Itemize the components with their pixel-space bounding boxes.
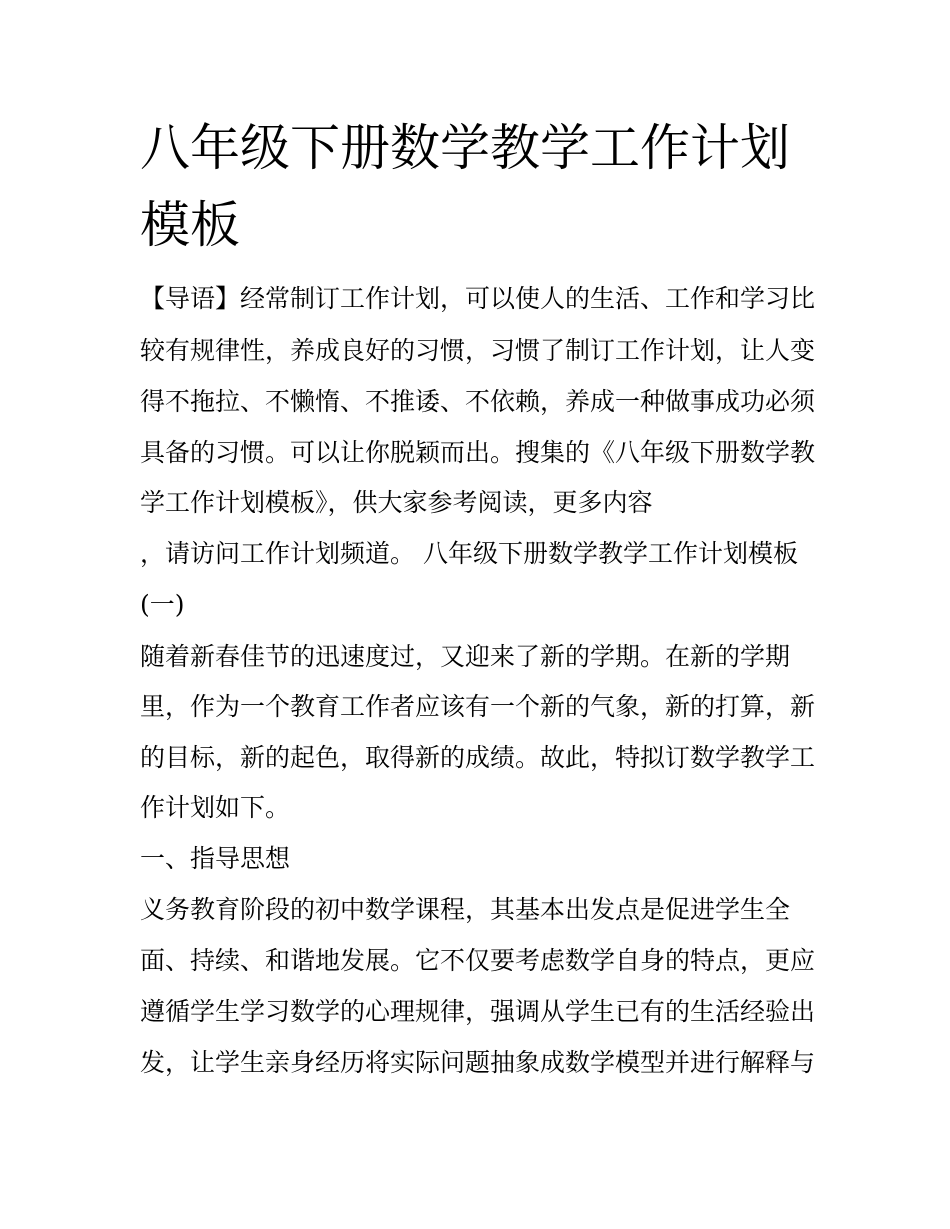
intro-line-5: 学工作计划模板》，供大家参考阅读，更多内容 — [140, 488, 653, 517]
paragraph-line-3: 的目标，新的起色，取得新的成绩。故此，特拟订数学教学工 — [140, 743, 816, 772]
paragraph-line-1: 随着新春佳节的迅速度过，又迎来了新的学期。在新的学期 — [140, 642, 791, 671]
section-paragraph-line-4: 发，让学生亲身经历将实际问题抽象成数学模型并进行解释与 — [140, 1048, 816, 1077]
intro-line-1: 【导语】经常制订工作计划，可以使人的生活、工作和学习比 — [140, 284, 816, 313]
paragraph-line-4: 作计划如下。 — [140, 793, 291, 822]
section-paragraph-line-1: 义务教育阶段的初中数学课程，其基本出发点是促进学生全 — [140, 895, 791, 924]
section-paragraph-line-2: 面、持续、和谐地发展。它不仅要考虑数学自身的特点，更应 — [140, 946, 816, 975]
intro-line-6: ，请访问工作计划频道。 八年级下册数学教学工作计划模板 — [140, 539, 798, 568]
document-title-line-1: 八年级下册数学教学工作计划 — [140, 119, 790, 177]
section-paragraph-line-3: 遵循学生学习数学的心理规律，强调从学生已有的生活经验出 — [140, 997, 816, 1026]
document-title-line-2: 模板 — [140, 196, 240, 254]
intro-line-4: 具备的习惯。可以让你脱颖而出。搜集的《八年级下册数学教 — [140, 438, 816, 467]
intro-line-2: 较有规律性，养成良好的习惯，习惯了制订工作计划，让人变 — [140, 336, 816, 365]
section-number-line: (一) — [140, 590, 185, 619]
section-heading: 一、指导思想 — [140, 844, 291, 873]
paragraph-line-2: 里，作为一个教育工作者应该有一个新的气象，新的打算，新 — [140, 692, 816, 721]
intro-line-3: 得不拖拉、不懒惰、不推诿、不依赖，养成一种做事成功必须 — [140, 387, 816, 416]
